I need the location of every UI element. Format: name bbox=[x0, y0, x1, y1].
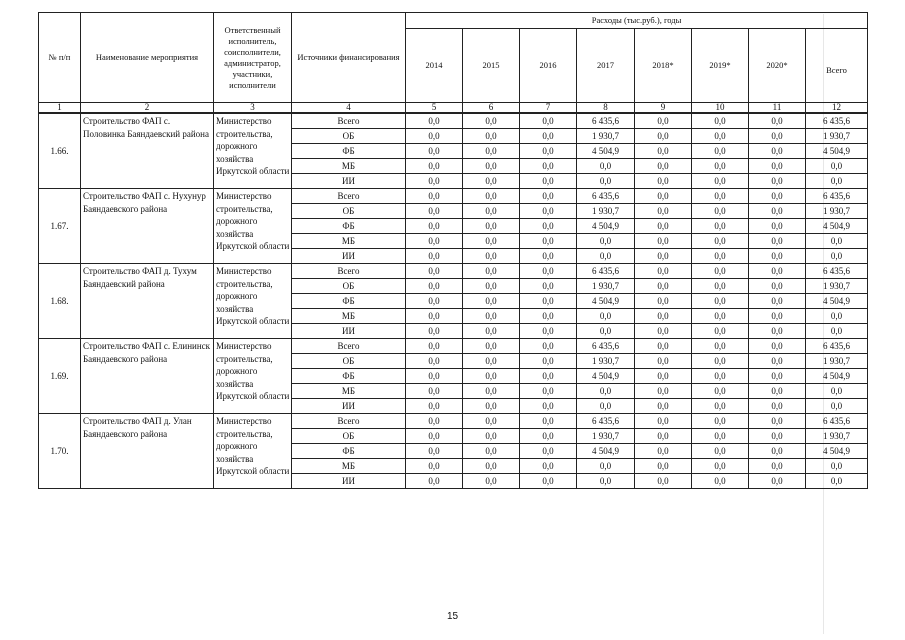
year-value: 0,0 bbox=[406, 294, 463, 309]
year-value: 0,0 bbox=[635, 159, 692, 174]
funding-source: ОБ bbox=[292, 429, 406, 444]
year-value: 0,0 bbox=[406, 369, 463, 384]
column-number: 1 bbox=[39, 103, 81, 113]
year-value: 6 435,6 bbox=[577, 414, 635, 429]
total-value: 0,0 bbox=[806, 324, 868, 339]
year-value: 0,0 bbox=[692, 264, 749, 279]
funding-source: ФБ bbox=[292, 144, 406, 159]
total-value: 0,0 bbox=[806, 234, 868, 249]
total-value: 0,0 bbox=[806, 159, 868, 174]
funding-source: МБ bbox=[292, 234, 406, 249]
year-value: 0,0 bbox=[749, 279, 806, 294]
year-value: 0,0 bbox=[692, 474, 749, 489]
year-value: 0,0 bbox=[749, 219, 806, 234]
year-value: 0,0 bbox=[692, 339, 749, 354]
year-value: 0,0 bbox=[463, 429, 520, 444]
year-value: 0,0 bbox=[749, 144, 806, 159]
total-value: 1 930,7 bbox=[806, 129, 868, 144]
column-number: 6 bbox=[463, 103, 520, 113]
year-value: 0,0 bbox=[463, 384, 520, 399]
measure-name: Строительство ФАП с. Половинка Баяндаевский района bbox=[81, 114, 214, 189]
year-value: 0,0 bbox=[635, 219, 692, 234]
header-total: Всего bbox=[806, 29, 868, 103]
year-value: 0,0 bbox=[406, 339, 463, 354]
column-numbers-row bbox=[39, 103, 868, 113]
year-value: 0,0 bbox=[692, 174, 749, 189]
year-value: 4 504,9 bbox=[577, 444, 635, 459]
year-value: 0,0 bbox=[692, 459, 749, 474]
column-number: 11 bbox=[749, 103, 806, 113]
year-value: 0,0 bbox=[463, 234, 520, 249]
funding-source: МБ bbox=[292, 459, 406, 474]
year-value: 0,0 bbox=[692, 369, 749, 384]
column-number: 10 bbox=[692, 103, 749, 113]
column-number: 3 bbox=[214, 103, 292, 113]
year-value: 0,0 bbox=[406, 234, 463, 249]
year-value: 4 504,9 bbox=[577, 144, 635, 159]
year-value: 0,0 bbox=[749, 429, 806, 444]
year-value: 0,0 bbox=[692, 429, 749, 444]
year-value: 0,0 bbox=[463, 279, 520, 294]
total-value: 6 435,6 bbox=[806, 339, 868, 354]
year-value: 0,0 bbox=[749, 294, 806, 309]
year-value: 0,0 bbox=[749, 474, 806, 489]
year-value: 0,0 bbox=[520, 399, 577, 414]
header-year: 2014 bbox=[406, 29, 463, 103]
year-value: 0,0 bbox=[406, 459, 463, 474]
year-value: 0,0 bbox=[406, 189, 463, 204]
year-value: 0,0 bbox=[463, 174, 520, 189]
funding-source: МБ bbox=[292, 309, 406, 324]
year-value: 0,0 bbox=[749, 234, 806, 249]
column-number: 7 bbox=[520, 103, 577, 113]
total-value: 0,0 bbox=[806, 174, 868, 189]
year-value: 0,0 bbox=[635, 474, 692, 489]
measure-name: Строительство ФАП с. Елининск Баяндаевского района bbox=[81, 339, 214, 414]
header-year: 2018* bbox=[635, 29, 692, 103]
year-value: 0,0 bbox=[692, 249, 749, 264]
year-value: 0,0 bbox=[406, 309, 463, 324]
year-value: 1 930,7 bbox=[577, 429, 635, 444]
year-value: 0,0 bbox=[520, 339, 577, 354]
year-value: 0,0 bbox=[577, 159, 635, 174]
year-value: 0,0 bbox=[463, 369, 520, 384]
year-value: 0,0 bbox=[692, 309, 749, 324]
year-value: 0,0 bbox=[692, 384, 749, 399]
measure-executor: Министерство строительства, дорожного хозяйства Иркутской области bbox=[214, 339, 292, 414]
year-value: 0,0 bbox=[463, 144, 520, 159]
page-number: 15 bbox=[446, 611, 459, 622]
year-value: 0,0 bbox=[635, 279, 692, 294]
year-value: 0,0 bbox=[406, 264, 463, 279]
year-value: 0,0 bbox=[463, 324, 520, 339]
year-value: 0,0 bbox=[463, 264, 520, 279]
year-value: 0,0 bbox=[749, 414, 806, 429]
year-value: 0,0 bbox=[520, 444, 577, 459]
funding-source: ОБ bbox=[292, 129, 406, 144]
year-value: 0,0 bbox=[749, 369, 806, 384]
funding-source: ИИ bbox=[292, 249, 406, 264]
measure-number: 1.67. bbox=[39, 189, 81, 264]
year-value: 6 435,6 bbox=[577, 339, 635, 354]
year-value: 0,0 bbox=[463, 294, 520, 309]
year-value: 0,0 bbox=[749, 459, 806, 474]
year-value: 0,0 bbox=[463, 474, 520, 489]
total-value: 6 435,6 bbox=[806, 114, 868, 129]
total-value: 0,0 bbox=[806, 384, 868, 399]
year-value: 0,0 bbox=[520, 249, 577, 264]
year-value: 0,0 bbox=[635, 399, 692, 414]
year-value: 0,0 bbox=[520, 129, 577, 144]
expenses-table-body bbox=[38, 113, 868, 489]
year-value: 0,0 bbox=[463, 129, 520, 144]
year-value: 0,0 bbox=[520, 459, 577, 474]
total-value: 1 930,7 bbox=[806, 429, 868, 444]
funding-source: ФБ bbox=[292, 219, 406, 234]
year-value: 0,0 bbox=[577, 309, 635, 324]
year-value: 0,0 bbox=[520, 429, 577, 444]
year-value: 0,0 bbox=[635, 189, 692, 204]
total-value: 4 504,9 bbox=[806, 294, 868, 309]
measure-executor: Министерство строительства, дорожного хозяйства Иркутской области bbox=[214, 264, 292, 339]
total-value: 4 504,9 bbox=[806, 219, 868, 234]
year-value: 1 930,7 bbox=[577, 279, 635, 294]
measure-number: 1.68. bbox=[39, 264, 81, 339]
year-value: 0,0 bbox=[749, 324, 806, 339]
year-value: 0,0 bbox=[749, 444, 806, 459]
year-value: 0,0 bbox=[520, 324, 577, 339]
year-value: 0,0 bbox=[463, 249, 520, 264]
year-value: 0,0 bbox=[635, 384, 692, 399]
year-value: 6 435,6 bbox=[577, 264, 635, 279]
measure-executor: Министерство строительства, дорожного хозяйства Иркутской области bbox=[214, 189, 292, 264]
measure-number: 1.66. bbox=[39, 114, 81, 189]
year-value: 0,0 bbox=[749, 189, 806, 204]
year-value: 0,0 bbox=[692, 279, 749, 294]
year-value: 0,0 bbox=[406, 174, 463, 189]
year-value: 0,0 bbox=[463, 399, 520, 414]
table-row bbox=[39, 114, 868, 129]
year-value: 4 504,9 bbox=[577, 219, 635, 234]
year-value: 0,0 bbox=[635, 459, 692, 474]
year-value: 0,0 bbox=[692, 219, 749, 234]
year-value: 0,0 bbox=[406, 354, 463, 369]
year-value: 0,0 bbox=[577, 234, 635, 249]
funding-source: ОБ bbox=[292, 279, 406, 294]
year-value: 0,0 bbox=[635, 264, 692, 279]
year-value: 0,0 bbox=[749, 354, 806, 369]
header-year: 2017 bbox=[577, 29, 635, 103]
year-value: 0,0 bbox=[463, 204, 520, 219]
year-value: 0,0 bbox=[692, 444, 749, 459]
table-header bbox=[39, 13, 868, 103]
year-value: 0,0 bbox=[635, 444, 692, 459]
year-value: 0,0 bbox=[463, 444, 520, 459]
year-value: 0,0 bbox=[406, 399, 463, 414]
measure-name: Строительство ФАП д. Тухум Баяндаевский района bbox=[81, 264, 214, 339]
year-value: 0,0 bbox=[692, 204, 749, 219]
document-sheet bbox=[38, 12, 863, 489]
year-value: 0,0 bbox=[749, 114, 806, 129]
measure-group bbox=[39, 414, 868, 489]
total-value: 4 504,9 bbox=[806, 369, 868, 384]
year-value: 0,0 bbox=[749, 384, 806, 399]
year-value: 0,0 bbox=[520, 294, 577, 309]
measure-name: Строительство ФАП с. Нухунур Баяндаевского района bbox=[81, 189, 214, 264]
year-value: 0,0 bbox=[692, 159, 749, 174]
year-value: 0,0 bbox=[635, 129, 692, 144]
total-value: 1 930,7 bbox=[806, 279, 868, 294]
funding-source: Всего bbox=[292, 414, 406, 429]
year-value: 0,0 bbox=[577, 399, 635, 414]
measure-group bbox=[39, 189, 868, 264]
measure-number: 1.69. bbox=[39, 339, 81, 414]
year-value: 0,0 bbox=[635, 249, 692, 264]
header-expenses: Расходы (тыс.руб.), годы bbox=[406, 13, 868, 29]
year-value: 4 504,9 bbox=[577, 369, 635, 384]
year-value: 0,0 bbox=[635, 309, 692, 324]
year-value: 0,0 bbox=[577, 324, 635, 339]
year-value: 0,0 bbox=[463, 114, 520, 129]
total-value: 0,0 bbox=[806, 249, 868, 264]
funding-source: ИИ bbox=[292, 474, 406, 489]
year-value: 0,0 bbox=[635, 114, 692, 129]
year-value: 0,0 bbox=[749, 399, 806, 414]
year-value: 0,0 bbox=[406, 219, 463, 234]
total-value: 4 504,9 bbox=[806, 444, 868, 459]
column-number: 4 bbox=[292, 103, 406, 113]
year-value: 0,0 bbox=[520, 354, 577, 369]
total-value: 0,0 bbox=[806, 459, 868, 474]
year-value: 0,0 bbox=[463, 354, 520, 369]
header-source: Источники финансирования bbox=[292, 13, 406, 103]
year-value: 0,0 bbox=[749, 309, 806, 324]
total-value: 0,0 bbox=[806, 399, 868, 414]
year-value: 0,0 bbox=[520, 159, 577, 174]
column-number: 2 bbox=[81, 103, 214, 113]
header-name: Наименование мероприятия bbox=[81, 13, 214, 103]
year-value: 1 930,7 bbox=[577, 354, 635, 369]
year-value: 0,0 bbox=[520, 174, 577, 189]
year-value: 0,0 bbox=[692, 354, 749, 369]
year-value: 0,0 bbox=[463, 189, 520, 204]
year-value: 0,0 bbox=[692, 399, 749, 414]
total-value: 1 930,7 bbox=[806, 204, 868, 219]
year-value: 0,0 bbox=[520, 414, 577, 429]
year-value: 6 435,6 bbox=[577, 114, 635, 129]
year-value: 0,0 bbox=[635, 414, 692, 429]
measure-number: 1.70. bbox=[39, 414, 81, 489]
funding-source: ФБ bbox=[292, 369, 406, 384]
year-value: 0,0 bbox=[520, 309, 577, 324]
measure-name: Строительство ФАП д. Улан Баяндаевского района bbox=[81, 414, 214, 489]
measure-executor: Министерство строительства, дорожного хозяйства Иркутской области bbox=[214, 414, 292, 489]
year-value: 0,0 bbox=[749, 249, 806, 264]
year-value: 0,0 bbox=[463, 219, 520, 234]
year-value: 0,0 bbox=[635, 354, 692, 369]
column-number: 8 bbox=[577, 103, 635, 113]
total-value: 4 504,9 bbox=[806, 144, 868, 159]
year-value: 0,0 bbox=[406, 414, 463, 429]
year-value: 0,0 bbox=[577, 174, 635, 189]
funding-source: Всего bbox=[292, 114, 406, 129]
year-value: 4 504,9 bbox=[577, 294, 635, 309]
year-value: 0,0 bbox=[520, 144, 577, 159]
header-year: 2019* bbox=[692, 29, 749, 103]
year-value: 6 435,6 bbox=[577, 189, 635, 204]
year-value: 0,0 bbox=[577, 474, 635, 489]
year-value: 0,0 bbox=[406, 159, 463, 174]
year-value: 0,0 bbox=[749, 204, 806, 219]
year-value: 0,0 bbox=[406, 129, 463, 144]
funding-source: МБ bbox=[292, 159, 406, 174]
year-value: 0,0 bbox=[520, 279, 577, 294]
year-value: 0,0 bbox=[406, 324, 463, 339]
year-value: 0,0 bbox=[463, 159, 520, 174]
funding-source: ФБ bbox=[292, 294, 406, 309]
year-value: 0,0 bbox=[406, 444, 463, 459]
column-number: 5 bbox=[406, 103, 463, 113]
year-value: 0,0 bbox=[749, 264, 806, 279]
measure-executor: Министерство строительства, дорожного хозяйства Иркутской области bbox=[214, 114, 292, 189]
year-value: 0,0 bbox=[520, 234, 577, 249]
year-value: 0,0 bbox=[635, 234, 692, 249]
year-value: 0,0 bbox=[406, 384, 463, 399]
year-value: 0,0 bbox=[635, 144, 692, 159]
funding-source: ИИ bbox=[292, 324, 406, 339]
year-value: 0,0 bbox=[635, 174, 692, 189]
total-value: 6 435,6 bbox=[806, 264, 868, 279]
year-value: 1 930,7 bbox=[577, 129, 635, 144]
total-value: 6 435,6 bbox=[806, 189, 868, 204]
year-value: 0,0 bbox=[749, 339, 806, 354]
header-year: 2016 bbox=[520, 29, 577, 103]
year-value: 0,0 bbox=[406, 279, 463, 294]
column-number: 9 bbox=[635, 103, 692, 113]
total-value: 0,0 bbox=[806, 309, 868, 324]
year-value: 0,0 bbox=[520, 204, 577, 219]
expenses-table bbox=[38, 12, 868, 113]
year-value: 0,0 bbox=[749, 159, 806, 174]
year-value: 0,0 bbox=[635, 324, 692, 339]
year-value: 0,0 bbox=[463, 459, 520, 474]
table-row bbox=[39, 414, 868, 429]
year-value: 0,0 bbox=[635, 339, 692, 354]
funding-source: МБ bbox=[292, 384, 406, 399]
header-num: № п/п bbox=[39, 13, 81, 103]
year-value: 0,0 bbox=[520, 219, 577, 234]
total-value: 1 930,7 bbox=[806, 354, 868, 369]
measure-group bbox=[39, 339, 868, 414]
year-value: 0,0 bbox=[520, 264, 577, 279]
total-value: 6 435,6 bbox=[806, 414, 868, 429]
year-value: 0,0 bbox=[406, 249, 463, 264]
year-value: 0,0 bbox=[692, 294, 749, 309]
year-value: 0,0 bbox=[520, 474, 577, 489]
funding-source: ИИ bbox=[292, 399, 406, 414]
year-value: 0,0 bbox=[749, 129, 806, 144]
header-year: 2020* bbox=[749, 29, 806, 103]
table-row bbox=[39, 264, 868, 279]
funding-source: ОБ bbox=[292, 354, 406, 369]
header-executor: Ответственный исполнитель, соисполнители, администратор, участники, исполнители bbox=[214, 13, 292, 103]
column-number: 12 bbox=[806, 103, 868, 113]
year-value: 0,0 bbox=[692, 129, 749, 144]
year-value: 0,0 bbox=[463, 339, 520, 354]
year-value: 0,0 bbox=[635, 204, 692, 219]
year-value: 1 930,7 bbox=[577, 204, 635, 219]
funding-source: Всего bbox=[292, 339, 406, 354]
table-row bbox=[39, 189, 868, 204]
year-value: 0,0 bbox=[520, 384, 577, 399]
funding-source: ФБ bbox=[292, 444, 406, 459]
year-value: 0,0 bbox=[692, 234, 749, 249]
table-row bbox=[39, 339, 868, 354]
year-value: 0,0 bbox=[577, 459, 635, 474]
funding-source: Всего bbox=[292, 264, 406, 279]
funding-source: Всего bbox=[292, 189, 406, 204]
year-value: 0,0 bbox=[749, 174, 806, 189]
year-value: 0,0 bbox=[520, 369, 577, 384]
year-value: 0,0 bbox=[406, 474, 463, 489]
year-value: 0,0 bbox=[406, 429, 463, 444]
year-value: 0,0 bbox=[577, 249, 635, 264]
funding-source: ИИ bbox=[292, 174, 406, 189]
year-value: 0,0 bbox=[692, 414, 749, 429]
year-value: 0,0 bbox=[692, 144, 749, 159]
year-value: 0,0 bbox=[692, 189, 749, 204]
year-value: 0,0 bbox=[406, 114, 463, 129]
year-value: 0,0 bbox=[635, 369, 692, 384]
year-value: 0,0 bbox=[577, 384, 635, 399]
year-value: 0,0 bbox=[520, 189, 577, 204]
year-value: 0,0 bbox=[520, 114, 577, 129]
year-value: 0,0 bbox=[406, 144, 463, 159]
year-value: 0,0 bbox=[463, 414, 520, 429]
funding-source: ОБ bbox=[292, 204, 406, 219]
year-value: 0,0 bbox=[692, 114, 749, 129]
year-value: 0,0 bbox=[635, 294, 692, 309]
header-year: 2015 bbox=[463, 29, 520, 103]
year-value: 0,0 bbox=[692, 324, 749, 339]
year-value: 0,0 bbox=[406, 204, 463, 219]
measure-group bbox=[39, 114, 868, 189]
year-value: 0,0 bbox=[463, 309, 520, 324]
total-value: 0,0 bbox=[806, 474, 868, 489]
year-value: 0,0 bbox=[635, 429, 692, 444]
measure-group bbox=[39, 264, 868, 339]
